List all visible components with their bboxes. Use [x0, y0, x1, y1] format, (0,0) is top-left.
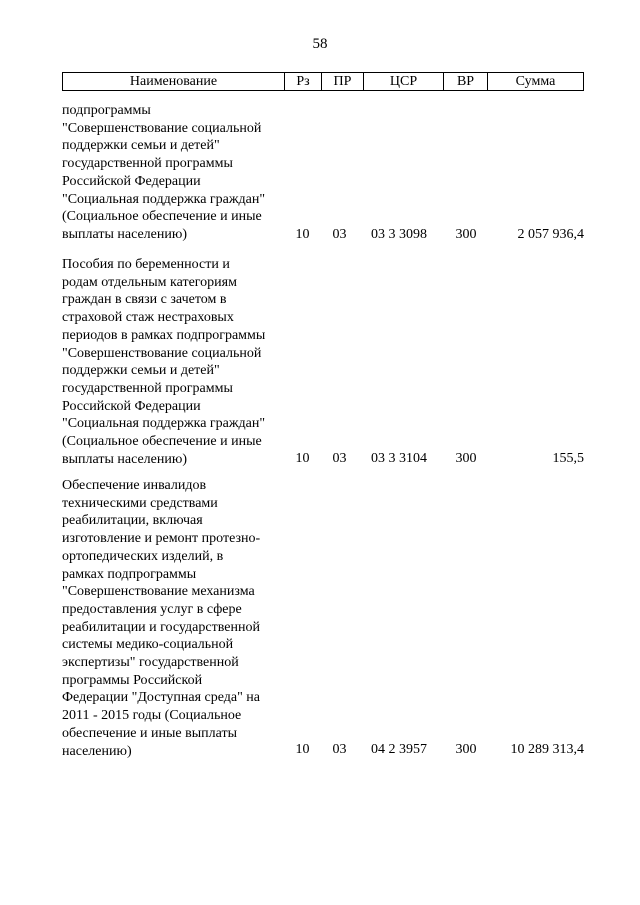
row-description: Обеспечение инвалидов техническими средствами реабилитации, включая изготовление и ремонт протезно- ортопедических изделий, в рамках подпрограммы "Совершенствование механизма предоставления услуг в сфере реабилитации и государственной системы медико-социальной экспертизы" государственной программы Российской Федерации "Доступная среда" на 2011 - 2015 годы (Социальное обеспечение и иные выплаты населению): [62, 478, 261, 759]
row-vr: 300: [455, 742, 477, 757]
header-csr: ЦСР: [364, 73, 444, 90]
row-pr: 03: [332, 227, 347, 242]
header-vr: ВР: [444, 73, 488, 90]
table-header: [62, 72, 584, 91]
row-rz: 10: [295, 227, 310, 242]
row-csr: 03 3 3098: [371, 227, 427, 242]
header-rz: Рз: [285, 73, 322, 90]
row-sum: 2 057 936,4: [517, 227, 584, 242]
row-description: Пособия по беременности и родам отдельным категориям граждан в связи с зачетом в страховой стаж нестраховых периодов в рамках подпрограммы "Совершенствование социальной поддержки семьи и детей" государственной программы Российской Федерации "Социальная поддержка граждан" (Социальное обеспечение и иные выплаты населению): [62, 257, 266, 467]
row-rz: 10: [295, 451, 310, 466]
row-vr: 300: [455, 227, 477, 242]
row-csr: 04 2 3957: [371, 742, 427, 757]
row-pr: 03: [332, 451, 347, 466]
row-pr: 03: [332, 742, 347, 757]
row-rz: 10: [295, 742, 310, 757]
header-name: Наименование: [63, 73, 285, 90]
page-number: 58: [312, 36, 328, 52]
header-pr: ПР: [322, 73, 364, 90]
row-sum: 10 289 313,4: [510, 742, 584, 757]
row-csr: 03 3 3104: [371, 451, 427, 466]
row-sum: 155,5: [552, 451, 584, 466]
row-description: подпрограммы "Совершенствование социальной поддержки семьи и детей" государственной программы Российской Федерации "Социальная поддержка граждан" (Социальное обеспечение и иные выплаты населению): [62, 103, 266, 242]
header-sum: Сумма: [515, 74, 556, 89]
row-vr: 300: [455, 451, 477, 466]
